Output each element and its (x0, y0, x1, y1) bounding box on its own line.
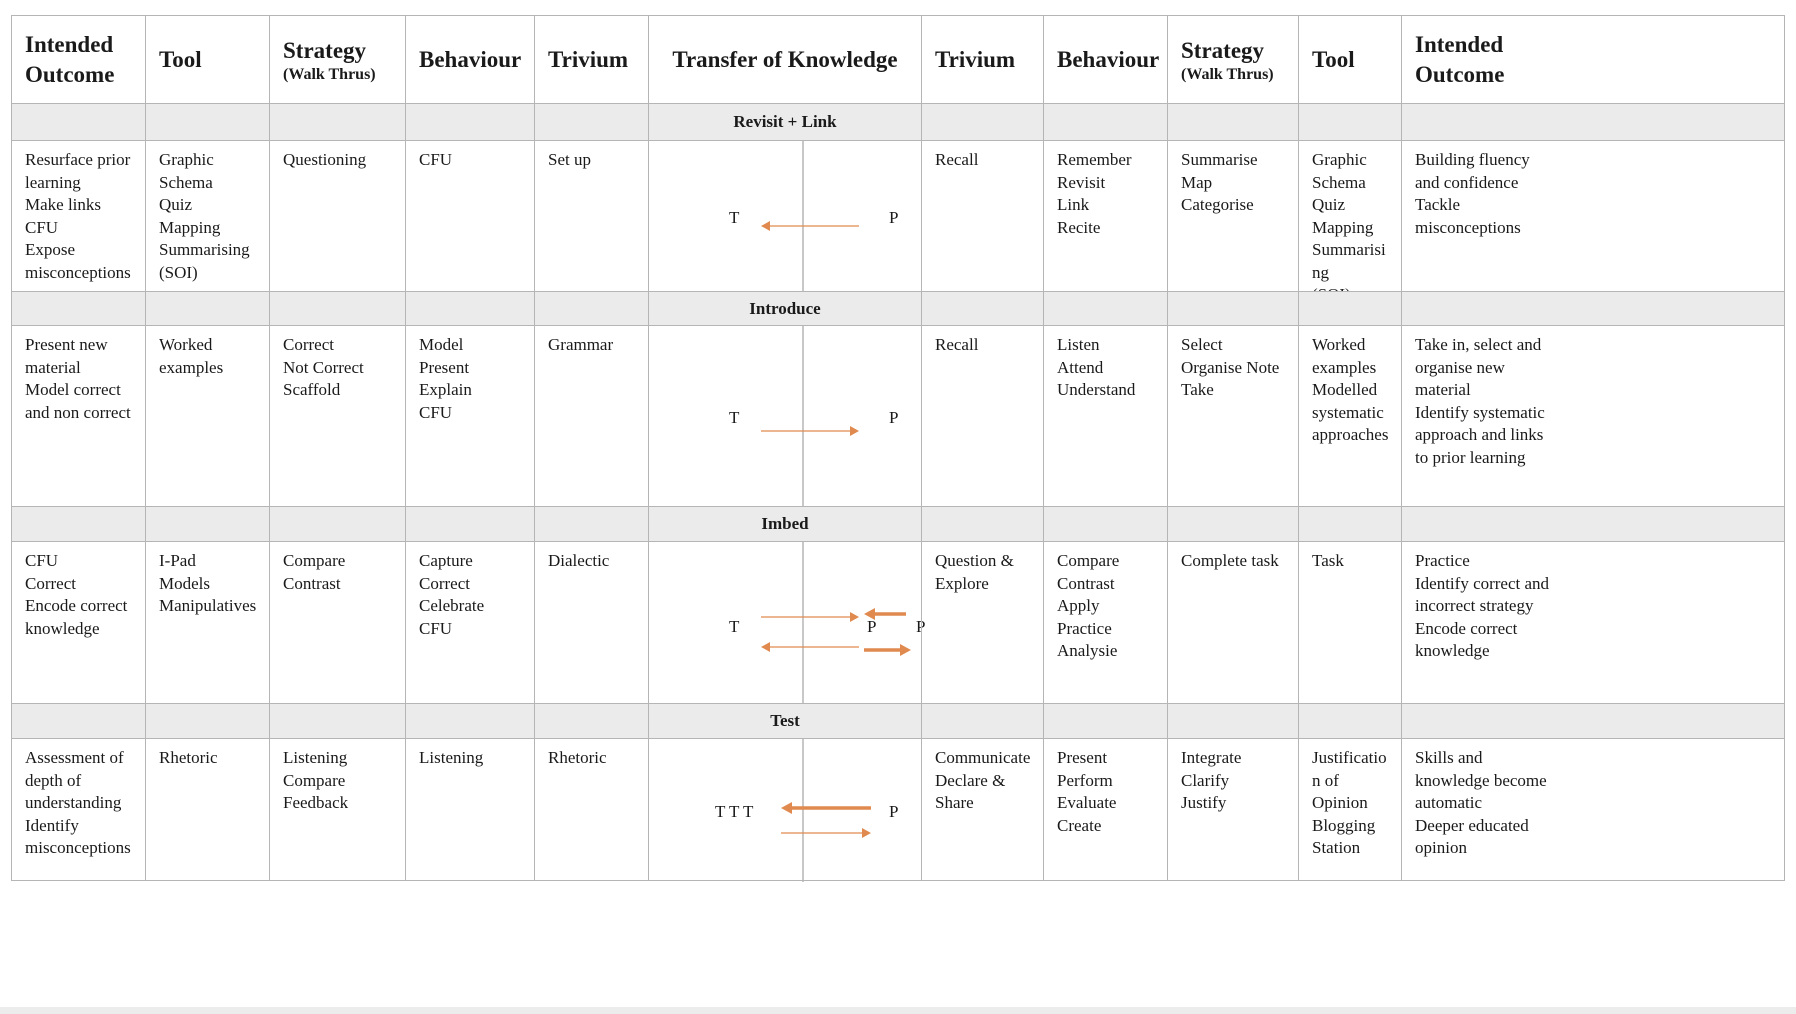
cell-text-line: Evaluate (1057, 793, 1117, 812)
transfer-arrow-0-head (781, 802, 792, 814)
cell-text-line: examples (159, 357, 224, 377)
section-cell (534, 291, 648, 325)
cell-text-line: CFU (419, 618, 453, 638)
cell-text-line: Present (1057, 748, 1108, 767)
cell-text-line: approach and links (1415, 425, 1544, 444)
section-cell (11, 703, 145, 738)
section-row-test (11, 703, 1785, 738)
behaviour-teacher-cell (405, 738, 534, 881)
header-subtitle: (Walk Thrus) (283, 65, 376, 83)
header-transfer-of-knowledge (648, 15, 921, 103)
cell-text-line: Tackle (1415, 195, 1461, 214)
trivium-pupil-cell (921, 738, 1043, 881)
cell-text-line: knowledge (25, 618, 100, 638)
header-trivium-pupil (921, 15, 1043, 103)
strategy-teacher-cell (269, 140, 405, 291)
cell-text-line: n of (1312, 770, 1339, 790)
section-cell (1167, 703, 1298, 738)
behaviour-pupil-cell (1043, 541, 1167, 703)
header-subtitle: (Walk Thrus) (1181, 65, 1274, 83)
section-cell (1298, 291, 1401, 325)
cell-text-line: Select (1181, 335, 1223, 354)
section-cell (648, 506, 921, 541)
section-cell (648, 703, 921, 738)
tool-teacher-cell (145, 541, 269, 703)
header-strategy-teacher (269, 15, 405, 103)
cell-text-line: Graphic (1312, 150, 1367, 169)
header-title: Behaviour (1057, 46, 1160, 72)
section-label: Imbed (761, 514, 809, 533)
header-intended-outcome-teacher (11, 15, 145, 103)
cell-text-line: Worked (1312, 335, 1366, 354)
cell-text-line: Worked (159, 335, 213, 354)
transfer-arrow-3-head (900, 644, 911, 656)
cell-text-line: Identify systematic (1415, 402, 1545, 422)
transfer-of-knowledge-cell (648, 738, 921, 881)
header-trivium-teacher (534, 15, 648, 103)
section-cell (534, 506, 648, 541)
cell-text-line: Correct (25, 573, 76, 593)
cell-text-line: Feedback (283, 793, 349, 812)
cell-text-line: knowledge become (1415, 770, 1547, 790)
section-row-introduce (11, 291, 1785, 325)
section-cell (269, 703, 405, 738)
section-cell (405, 103, 534, 140)
header-label (1057, 45, 1159, 75)
strategy-teacher-cell (269, 738, 405, 881)
header-label (1181, 36, 1274, 84)
cell-text-line: Listening (283, 748, 348, 767)
cell-text-line: Model correct (25, 380, 121, 399)
cell-text-line: Set up (548, 150, 591, 169)
cell-text-line: CFU (419, 402, 453, 422)
section-cell (145, 703, 269, 738)
header-label (159, 45, 202, 75)
section-cell (921, 291, 1043, 325)
cell-text-line: Listening (419, 748, 484, 767)
cell-text-line: Manipulatives (159, 596, 257, 615)
cell-text-line: Analysie (1057, 641, 1118, 660)
strategy-pupil-cell (1167, 738, 1298, 881)
section-cell (534, 103, 648, 140)
cell-text-line: Clarify (1181, 770, 1230, 790)
section-cell (11, 291, 145, 325)
cell-text-line: Rhetoric (159, 748, 218, 767)
cell-text-line: incorrect strategy (1415, 596, 1534, 615)
cell-text-line: Correct (419, 573, 470, 593)
cell-text-line: Resurface prior (25, 150, 131, 169)
cell-text-line: depth of (25, 770, 82, 790)
cell-text-line: knowledge (1415, 641, 1490, 660)
teacher-label: T (729, 408, 740, 427)
behaviour-teacher-cell (405, 140, 534, 291)
section-cell (145, 103, 269, 140)
cell-text-line: examples (1312, 357, 1377, 377)
section-cell (1401, 103, 1785, 140)
section-cell (1167, 506, 1298, 541)
cell-text-line: Modelled (1312, 380, 1378, 399)
intended-outcome-teacher-cell (11, 738, 145, 881)
behaviour-pupil-cell (1043, 140, 1167, 291)
cell-text-line: Encode correct (1415, 618, 1518, 638)
cell-text-line: Summarise (1181, 150, 1258, 169)
cell-text-line: Grammar (548, 335, 614, 354)
cell-text-line: Compare (1057, 551, 1120, 570)
cell-text-line: Practice (1415, 551, 1470, 570)
transfer-of-knowledge-cell (648, 140, 921, 291)
section-cell (269, 506, 405, 541)
cell-text-line: understanding (25, 793, 122, 812)
cell-text-line: Encode correct (25, 596, 128, 615)
cell-text-line: Link (1057, 195, 1090, 214)
cell-text-line: Not Correct (283, 357, 364, 377)
tool-pupil-cell (1298, 738, 1401, 881)
cell-text-line: organise new (1415, 357, 1505, 377)
section-cell (1043, 103, 1167, 140)
tool-teacher-cell (145, 325, 269, 506)
pupil-label: P (889, 408, 899, 427)
cell-text-line: Explore (935, 573, 989, 593)
header-title: Transfer of Knowledge (672, 46, 898, 72)
section-label: Introduce (749, 298, 821, 318)
section-cell (405, 703, 534, 738)
cell-text-line: Assessment of (25, 748, 124, 767)
cell-text-line: Revisit (1057, 172, 1106, 192)
cell-text-line: Summarisi (1312, 240, 1386, 259)
intended-outcome-teacher-cell (11, 541, 145, 703)
trivium-teacher-cell (534, 541, 648, 703)
tool-pupil-cell (1298, 325, 1401, 506)
cell-text-line: Identify correct and (1415, 573, 1550, 593)
cell-text-line: Compare (283, 551, 346, 570)
cell-text-line: Skills and (1415, 748, 1483, 767)
cell-text-line: Station (1312, 838, 1361, 857)
section-cell (1043, 506, 1167, 541)
section-row-imbed (11, 506, 1785, 541)
cell-text-line: I-Pad (159, 551, 196, 570)
section-cell (269, 103, 405, 140)
cell-text-line: Recall (935, 150, 979, 169)
cell-text-line: Communicate (935, 748, 1031, 767)
transfer-arrow-2-head (761, 642, 770, 652)
header-label (419, 45, 521, 75)
cell-text-line: Blogging (1312, 815, 1376, 835)
header-intended-outcome-pupil (1401, 15, 1785, 103)
header-title: Tool (159, 46, 202, 72)
strategy-pupil-cell (1167, 140, 1298, 291)
cell-text-line: learning (25, 172, 81, 192)
cell-text-line: Explain (419, 380, 472, 399)
intended-outcome-teacher-cell (11, 325, 145, 506)
cell-text-line: Correct (283, 335, 334, 354)
section-cell (921, 103, 1043, 140)
section-cell (1043, 703, 1167, 738)
tool-teacher-cell (145, 738, 269, 881)
header-behaviour-teacher (405, 15, 534, 103)
header-title-line: Outcome (25, 61, 115, 87)
section-cell (921, 703, 1043, 738)
cell-text-line: Building fluency (1415, 150, 1530, 169)
header-title: Trivium (548, 46, 629, 72)
section-cell (11, 103, 145, 140)
tool-pupil-cell (1298, 140, 1401, 291)
section-cell (405, 291, 534, 325)
header-title-line: Intended (1415, 31, 1504, 57)
teacher-label: T (729, 617, 740, 636)
cell-text-line: material (1415, 380, 1471, 399)
section-cell (1298, 703, 1401, 738)
cell-text-line: Scaffold (283, 380, 341, 399)
cell-text-line: material (25, 357, 81, 377)
section-cell (405, 506, 534, 541)
transfer-diagram (649, 141, 921, 291)
cell-text-line: Integrate (1181, 748, 1242, 767)
cell-text-line: Practice (1057, 618, 1112, 638)
strategy-pupil-cell (1167, 541, 1298, 703)
cell-text-line: automatic (1415, 793, 1483, 812)
cell-text-line: Remember (1057, 150, 1132, 169)
cell-text-line: Models (159, 573, 210, 593)
header-title: Behaviour (419, 46, 522, 72)
header-title: Tool (1312, 46, 1355, 72)
section-row-revisit-link (11, 103, 1785, 140)
tool-teacher-cell (145, 140, 269, 291)
header-label (548, 45, 628, 75)
teacher-label: T (729, 208, 740, 227)
cell-text-line: Identify (25, 815, 79, 835)
section-cell (1401, 291, 1785, 325)
cell-text-line: Understand (1057, 380, 1136, 399)
cell-text-line: misconceptions (1415, 217, 1521, 237)
cell-text-line: Compare (283, 770, 346, 790)
section-cell (1401, 506, 1785, 541)
trivium-teacher-cell (534, 738, 648, 881)
body-row-introduce (11, 325, 1785, 506)
cell-text-line: Present new (25, 335, 108, 354)
header-label (672, 45, 897, 75)
transfer-arrow-0-head (761, 221, 770, 231)
cell-text-line: Contrast (1057, 573, 1115, 593)
tool-pupil-cell (1298, 541, 1401, 703)
header-label (25, 30, 114, 90)
header-strategy-pupil (1167, 15, 1298, 103)
cell-text-line: approaches (1312, 425, 1389, 444)
cell-text-line: Dialectic (548, 551, 610, 570)
section-cell (269, 291, 405, 325)
cell-text-line: ng (1312, 262, 1329, 282)
cell-text-line: CFU (25, 551, 59, 570)
cell-text-line: Attend (1057, 357, 1104, 377)
cell-text-line: CFU (419, 150, 453, 169)
header-title-line: Outcome (1415, 61, 1505, 87)
pupil-label: P (867, 617, 877, 636)
teacher-label: T T T (715, 802, 754, 821)
section-label: Revisit + Link (733, 112, 837, 131)
cell-text-line: Complete task (1181, 551, 1279, 570)
cell-text-line: and non correct (25, 402, 131, 422)
pupil-label: P (889, 208, 899, 227)
cell-text-line: Opinion (1312, 793, 1368, 812)
section-cell (648, 291, 921, 325)
header-tool-teacher (145, 15, 269, 103)
strategy-teacher-cell (269, 541, 405, 703)
body-row-imbed (11, 541, 1785, 703)
section-cell (1167, 291, 1298, 325)
cell-text-line: Graphic (159, 150, 214, 169)
cell-text-line: Mapping (1312, 217, 1374, 237)
header-tool-pupil (1298, 15, 1401, 103)
header-title-line: Intended (25, 31, 114, 57)
cell-text-line: Quiz (159, 195, 193, 214)
trivium-teacher-cell (534, 140, 648, 291)
header-label (1312, 45, 1355, 75)
trivium-pupil-cell (921, 140, 1043, 291)
section-cell (921, 506, 1043, 541)
cell-text-line: Take (1181, 380, 1214, 399)
cell-text-line: Categorise (1181, 195, 1254, 214)
body-row-test (11, 738, 1785, 881)
section-cell (534, 703, 648, 738)
cell-text-line: Deeper educated (1415, 815, 1529, 835)
section-cell (1043, 291, 1167, 325)
section-label: Test (770, 711, 800, 730)
cell-text-line: opinion (1415, 838, 1467, 857)
cell-text-line: Model (419, 335, 464, 354)
cell-text-line: Create (1057, 815, 1102, 835)
cell-text-line: Rhetoric (548, 748, 607, 767)
body-row-revisit-link (11, 140, 1785, 291)
behaviour-teacher-cell (405, 541, 534, 703)
cell-text-line: Questioning (283, 150, 367, 169)
section-cell (145, 291, 269, 325)
header-title: Trivium (935, 46, 1016, 72)
header-title: Strategy (1181, 37, 1265, 63)
trivium-pupil-cell (921, 541, 1043, 703)
intended-outcome-pupil-cell (1401, 325, 1785, 506)
header-title: Strategy (283, 37, 367, 63)
header-row (11, 15, 1785, 103)
cell-text-line: Summarising (159, 240, 250, 259)
section-cell (145, 506, 269, 541)
transfer-of-knowledge-cell (648, 541, 926, 703)
transfer-diagram (649, 739, 921, 880)
cell-text-line: Schema (1312, 172, 1366, 192)
section-cell (1298, 506, 1401, 541)
header-label (283, 36, 376, 84)
cell-text-line: (SOI) (159, 262, 198, 282)
transfer-diagram (649, 326, 921, 506)
intended-outcome-pupil-cell (1401, 140, 1785, 291)
cell-text-line: Share (935, 793, 974, 812)
cell-text-line: Recall (935, 335, 979, 354)
cell-text-line: Task (1312, 551, 1344, 570)
strategy-pupil-cell (1167, 325, 1298, 506)
strategy-teacher-cell (269, 325, 405, 506)
cell-text-line: misconceptions (25, 838, 131, 857)
cell-text-line: Contrast (283, 573, 341, 593)
intended-outcome-pupil-cell (1401, 738, 1785, 881)
section-cell (648, 103, 921, 140)
cell-text-line: systematic (1312, 402, 1384, 422)
cell-text-line: Question & (935, 551, 1014, 570)
cell-text-line: Apply (1057, 596, 1100, 615)
section-cell (1401, 703, 1785, 738)
trivium-teacher-cell (534, 325, 648, 506)
pupil-label: P (916, 617, 926, 636)
cell-text-line: Recite (1057, 217, 1101, 237)
behaviour-pupil-cell (1043, 738, 1167, 881)
cell-text-line: Capture (419, 551, 473, 570)
behaviour-teacher-cell (405, 325, 534, 506)
cell-text-line: Declare & (935, 770, 1006, 790)
section-cell (11, 506, 145, 541)
footer-bar (0, 1007, 1796, 1014)
cell-text-line: Justify (1181, 793, 1227, 812)
cell-text-line: Expose (25, 240, 76, 259)
cell-text-line: Schema (159, 172, 213, 192)
pupil-label: P (889, 802, 899, 821)
header-label (1415, 30, 1504, 90)
transfer-arrow-0-head (850, 426, 859, 436)
cell-text-line: Take in, select and (1415, 335, 1542, 354)
behaviour-pupil-cell (1043, 325, 1167, 506)
transfer-of-knowledge-cell (648, 325, 921, 506)
cell-text-line: Make links (25, 195, 102, 214)
cell-text-line: Justificatio (1312, 748, 1387, 767)
section-cell (1167, 103, 1298, 140)
header-behaviour-pupil (1043, 15, 1167, 103)
transfer-diagram (649, 542, 921, 703)
cell-text-line: Mapping (159, 217, 221, 237)
cell-text-line: and confidence (1415, 172, 1519, 192)
cell-text-line: Quiz (1312, 195, 1346, 214)
cell-text-line: misconceptions (25, 262, 131, 282)
header-label (935, 45, 1015, 75)
cell-text-line: Present (419, 357, 470, 377)
intended-outcome-teacher-cell (11, 140, 145, 291)
cell-text-line: Celebrate (419, 596, 485, 615)
trivium-pupil-cell (921, 325, 1043, 506)
transfer-arrow-1-head (862, 828, 871, 838)
cell-text-line: Map (1181, 172, 1213, 192)
cell-text-line: Organise Note (1181, 357, 1280, 377)
intended-outcome-pupil-cell (1401, 541, 1785, 703)
cell-text-line: CFU (25, 217, 59, 237)
cell-text-line: Listen (1057, 335, 1100, 354)
transfer-arrow-0-head (850, 612, 859, 622)
cell-text-line: Perform (1057, 770, 1113, 790)
section-cell (1298, 103, 1401, 140)
cell-text-line: to prior learning (1415, 447, 1526, 467)
